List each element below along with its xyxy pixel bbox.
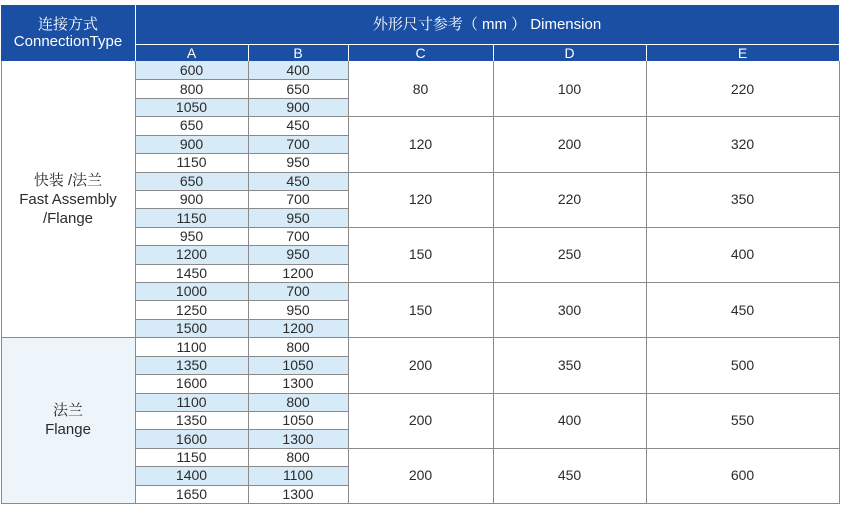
cell-a bbox=[135, 356, 248, 374]
cell-value: 120 bbox=[408, 191, 433, 208]
grid-line bbox=[135, 300, 348, 301]
cell-value: 650 bbox=[179, 172, 204, 189]
cell-c bbox=[348, 172, 493, 227]
cell-value: 1450 bbox=[175, 264, 208, 281]
connection-type-label: /Flange bbox=[42, 209, 94, 227]
cell-b bbox=[248, 319, 348, 337]
grid-line bbox=[135, 282, 348, 283]
cell-value: 220 bbox=[557, 191, 582, 208]
grid-line bbox=[135, 135, 348, 136]
cell-value: 200 bbox=[408, 467, 433, 484]
cell-a bbox=[135, 61, 248, 79]
cell-a bbox=[135, 264, 248, 282]
cell-value: 80 bbox=[412, 80, 429, 97]
cell-a bbox=[135, 393, 248, 411]
grid-line bbox=[839, 61, 840, 504]
header-divider bbox=[646, 44, 647, 61]
cell-d bbox=[493, 116, 646, 171]
dimension-title: 外形尺寸参考（ mm ） Dimension bbox=[372, 16, 602, 33]
header-divider bbox=[135, 5, 136, 61]
cell-value: 1300 bbox=[282, 375, 314, 392]
cell-value: 900 bbox=[179, 135, 204, 152]
grid-line bbox=[348, 172, 839, 173]
cell-value: 1200 bbox=[282, 320, 314, 337]
cell-a bbox=[135, 485, 248, 503]
cell-b bbox=[248, 429, 348, 447]
connection-type-label: 快装 /法兰 bbox=[33, 171, 103, 189]
cell-b bbox=[248, 282, 348, 300]
cell-value: 700 bbox=[286, 191, 310, 208]
cell-a bbox=[135, 208, 248, 226]
cell-c bbox=[348, 116, 493, 171]
cell-c bbox=[348, 282, 493, 337]
cell-a bbox=[135, 282, 248, 300]
cell-b bbox=[248, 61, 348, 79]
connection-type-label: 法兰 bbox=[52, 402, 83, 420]
cell-c bbox=[348, 61, 493, 116]
grid-line bbox=[135, 466, 348, 467]
cell-value: 1100 bbox=[176, 393, 207, 410]
cell-value: 220 bbox=[730, 80, 755, 97]
column-header-label: C bbox=[415, 44, 426, 61]
cell-value: 400 bbox=[286, 62, 310, 79]
cell-a bbox=[135, 98, 248, 116]
cell-a bbox=[135, 172, 248, 190]
cell-c bbox=[348, 337, 493, 392]
connection-type-header bbox=[1, 5, 135, 61]
cell-e bbox=[646, 448, 839, 503]
column-header-label: B bbox=[293, 44, 303, 61]
cell-value: 600 bbox=[730, 467, 755, 484]
cell-value: 600 bbox=[179, 62, 204, 79]
cell-value: 650 bbox=[179, 117, 204, 134]
connection-type-label: Fast Assembly bbox=[19, 190, 117, 208]
cell-a bbox=[135, 319, 248, 337]
column-header-label: A bbox=[186, 44, 197, 61]
cell-value: 200 bbox=[408, 356, 433, 373]
connection-type-cell bbox=[1, 61, 135, 337]
cell-value: 1150 bbox=[176, 209, 207, 226]
cell-value: 400 bbox=[730, 246, 755, 263]
cell-b bbox=[248, 374, 348, 392]
cell-b bbox=[248, 356, 348, 374]
grid-line bbox=[493, 61, 494, 504]
column-header-b bbox=[248, 44, 348, 61]
grid-line bbox=[348, 227, 839, 228]
cell-value: 650 bbox=[286, 80, 310, 97]
cell-value: 450 bbox=[730, 301, 755, 318]
cell-d bbox=[493, 448, 646, 503]
header-divider bbox=[493, 44, 494, 61]
cell-b bbox=[248, 245, 348, 263]
cell-value: 450 bbox=[557, 467, 582, 484]
column-header-a bbox=[135, 44, 248, 61]
cell-value: 150 bbox=[408, 301, 433, 318]
cell-value: 1150 bbox=[176, 449, 207, 466]
cell-value: 1250 bbox=[175, 301, 208, 318]
cell-a bbox=[135, 411, 248, 429]
grid-line bbox=[135, 356, 348, 357]
cell-value: 900 bbox=[179, 191, 204, 208]
cell-b bbox=[248, 190, 348, 208]
cell-b bbox=[248, 79, 348, 97]
cell-e bbox=[646, 393, 839, 448]
cell-e bbox=[646, 172, 839, 227]
cell-value: 1500 bbox=[175, 320, 208, 337]
grid-line bbox=[135, 61, 136, 504]
grid-line bbox=[135, 245, 348, 246]
cell-b bbox=[248, 466, 348, 484]
cell-a bbox=[135, 79, 248, 97]
cell-value: 1200 bbox=[175, 246, 208, 263]
cell-value: 950 bbox=[179, 227, 204, 244]
cell-value: 1600 bbox=[175, 375, 208, 392]
cell-b bbox=[248, 208, 348, 226]
cell-value: 450 bbox=[286, 172, 310, 189]
cell-value: 500 bbox=[730, 356, 755, 373]
grid-line bbox=[348, 61, 349, 504]
cell-value: 1100 bbox=[176, 338, 207, 355]
cell-value: 450 bbox=[286, 117, 310, 134]
cell-a bbox=[135, 300, 248, 318]
grid-line bbox=[135, 116, 348, 117]
cell-value: 1200 bbox=[282, 264, 314, 281]
grid-line bbox=[1, 503, 839, 504]
cell-b bbox=[248, 264, 348, 282]
grid-line bbox=[1, 61, 2, 504]
cell-b bbox=[248, 153, 348, 171]
cell-a bbox=[135, 429, 248, 447]
cell-d bbox=[493, 61, 646, 116]
cell-value: 950 bbox=[286, 209, 310, 226]
cell-value: 1050 bbox=[282, 412, 314, 429]
grid-line bbox=[135, 393, 348, 394]
cell-b bbox=[248, 337, 348, 355]
column-header-e bbox=[646, 44, 839, 61]
cell-d bbox=[493, 172, 646, 227]
cell-a bbox=[135, 227, 248, 245]
grid-line bbox=[135, 374, 348, 375]
cell-value: 150 bbox=[408, 246, 433, 263]
column-header-label: D bbox=[564, 44, 575, 61]
cell-b bbox=[248, 116, 348, 134]
grid-line bbox=[348, 337, 839, 338]
grid-line bbox=[135, 153, 348, 154]
cell-value: 1350 bbox=[175, 412, 208, 429]
grid-line bbox=[348, 393, 839, 394]
connection-type-label: Flange bbox=[45, 421, 91, 439]
cell-b bbox=[248, 227, 348, 245]
cell-value: 950 bbox=[286, 246, 310, 263]
grid-line bbox=[135, 429, 348, 430]
cell-value: 800 bbox=[179, 80, 204, 97]
grid-line bbox=[135, 264, 348, 265]
cell-b bbox=[248, 98, 348, 116]
cell-d bbox=[493, 227, 646, 282]
cell-e bbox=[646, 227, 839, 282]
grid-line bbox=[135, 208, 348, 209]
cell-d bbox=[493, 282, 646, 337]
column-header-c bbox=[348, 44, 493, 61]
grid-line bbox=[135, 411, 348, 412]
cell-b bbox=[248, 135, 348, 153]
cell-a bbox=[135, 153, 248, 171]
cell-value: 350 bbox=[557, 356, 582, 373]
cell-e bbox=[646, 116, 839, 171]
cell-value: 200 bbox=[408, 412, 433, 429]
cell-value: 900 bbox=[286, 99, 310, 116]
grid-line bbox=[348, 282, 839, 283]
cell-value: 1150 bbox=[176, 154, 207, 171]
column-header-label: E bbox=[737, 44, 748, 61]
grid-line bbox=[348, 448, 839, 449]
grid-line bbox=[348, 116, 839, 117]
header-divider bbox=[248, 44, 249, 61]
header-divider bbox=[135, 44, 839, 45]
cell-d bbox=[493, 393, 646, 448]
cell-a bbox=[135, 466, 248, 484]
cell-value: 950 bbox=[286, 154, 310, 171]
grid-line bbox=[135, 227, 348, 228]
grid-line bbox=[135, 190, 348, 191]
cell-value: 1050 bbox=[282, 356, 314, 373]
cell-e bbox=[646, 337, 839, 392]
cell-value: 800 bbox=[286, 393, 310, 410]
grid-line bbox=[135, 98, 348, 99]
cell-value: 700 bbox=[286, 135, 310, 152]
cell-value: 1600 bbox=[175, 430, 208, 447]
cell-b bbox=[248, 172, 348, 190]
cell-value: 1300 bbox=[282, 430, 314, 447]
cell-value: 550 bbox=[730, 412, 755, 429]
cell-value: 1400 bbox=[175, 467, 208, 484]
cell-value: 100 bbox=[557, 80, 582, 97]
cell-b bbox=[248, 448, 348, 466]
grid-line bbox=[248, 61, 249, 504]
cell-a bbox=[135, 135, 248, 153]
cell-value: 1100 bbox=[282, 467, 314, 484]
grid-line bbox=[135, 448, 348, 449]
cell-b bbox=[248, 485, 348, 503]
cell-value: 200 bbox=[557, 135, 582, 152]
cell-c bbox=[348, 393, 493, 448]
grid-line bbox=[1, 337, 135, 338]
cell-a bbox=[135, 448, 248, 466]
cell-b bbox=[248, 300, 348, 318]
cell-e bbox=[646, 61, 839, 116]
dimension-header bbox=[135, 5, 839, 44]
cell-value: 1000 bbox=[175, 283, 208, 300]
cell-value: 1350 bbox=[175, 356, 208, 373]
cell-c bbox=[348, 227, 493, 282]
grid-line bbox=[135, 337, 348, 338]
cell-value: 320 bbox=[730, 135, 755, 152]
column-header-d bbox=[493, 44, 646, 61]
cell-a bbox=[135, 337, 248, 355]
cell-b bbox=[248, 411, 348, 429]
cell-value: 1650 bbox=[175, 485, 208, 502]
grid-line bbox=[646, 61, 647, 504]
cell-value: 800 bbox=[286, 338, 310, 355]
grid-line bbox=[135, 319, 348, 320]
cell-a bbox=[135, 245, 248, 263]
cell-c bbox=[348, 448, 493, 503]
cell-value: 400 bbox=[557, 412, 582, 429]
connection-type-en: ConnectionType bbox=[13, 33, 123, 50]
cell-value: 700 bbox=[286, 283, 310, 300]
cell-d bbox=[493, 337, 646, 392]
cell-value: 800 bbox=[286, 449, 310, 466]
cell-a bbox=[135, 374, 248, 392]
cell-value: 950 bbox=[286, 301, 310, 318]
grid-line bbox=[135, 172, 348, 173]
cell-value: 1050 bbox=[175, 99, 208, 116]
grid-line bbox=[135, 79, 348, 80]
cell-value: 300 bbox=[557, 301, 582, 318]
cell-b bbox=[248, 393, 348, 411]
grid-line bbox=[135, 485, 348, 486]
cell-value: 120 bbox=[408, 135, 433, 152]
cell-a bbox=[135, 116, 248, 134]
cell-a bbox=[135, 190, 248, 208]
cell-value: 700 bbox=[286, 227, 310, 244]
cell-value: 350 bbox=[730, 191, 755, 208]
cell-e bbox=[646, 282, 839, 337]
header-divider bbox=[348, 44, 349, 61]
connection-type-cn: 连接方式 bbox=[37, 16, 98, 33]
cell-value: 250 bbox=[557, 246, 582, 263]
connection-type-cell bbox=[1, 337, 135, 503]
cell-value: 1300 bbox=[282, 485, 314, 502]
